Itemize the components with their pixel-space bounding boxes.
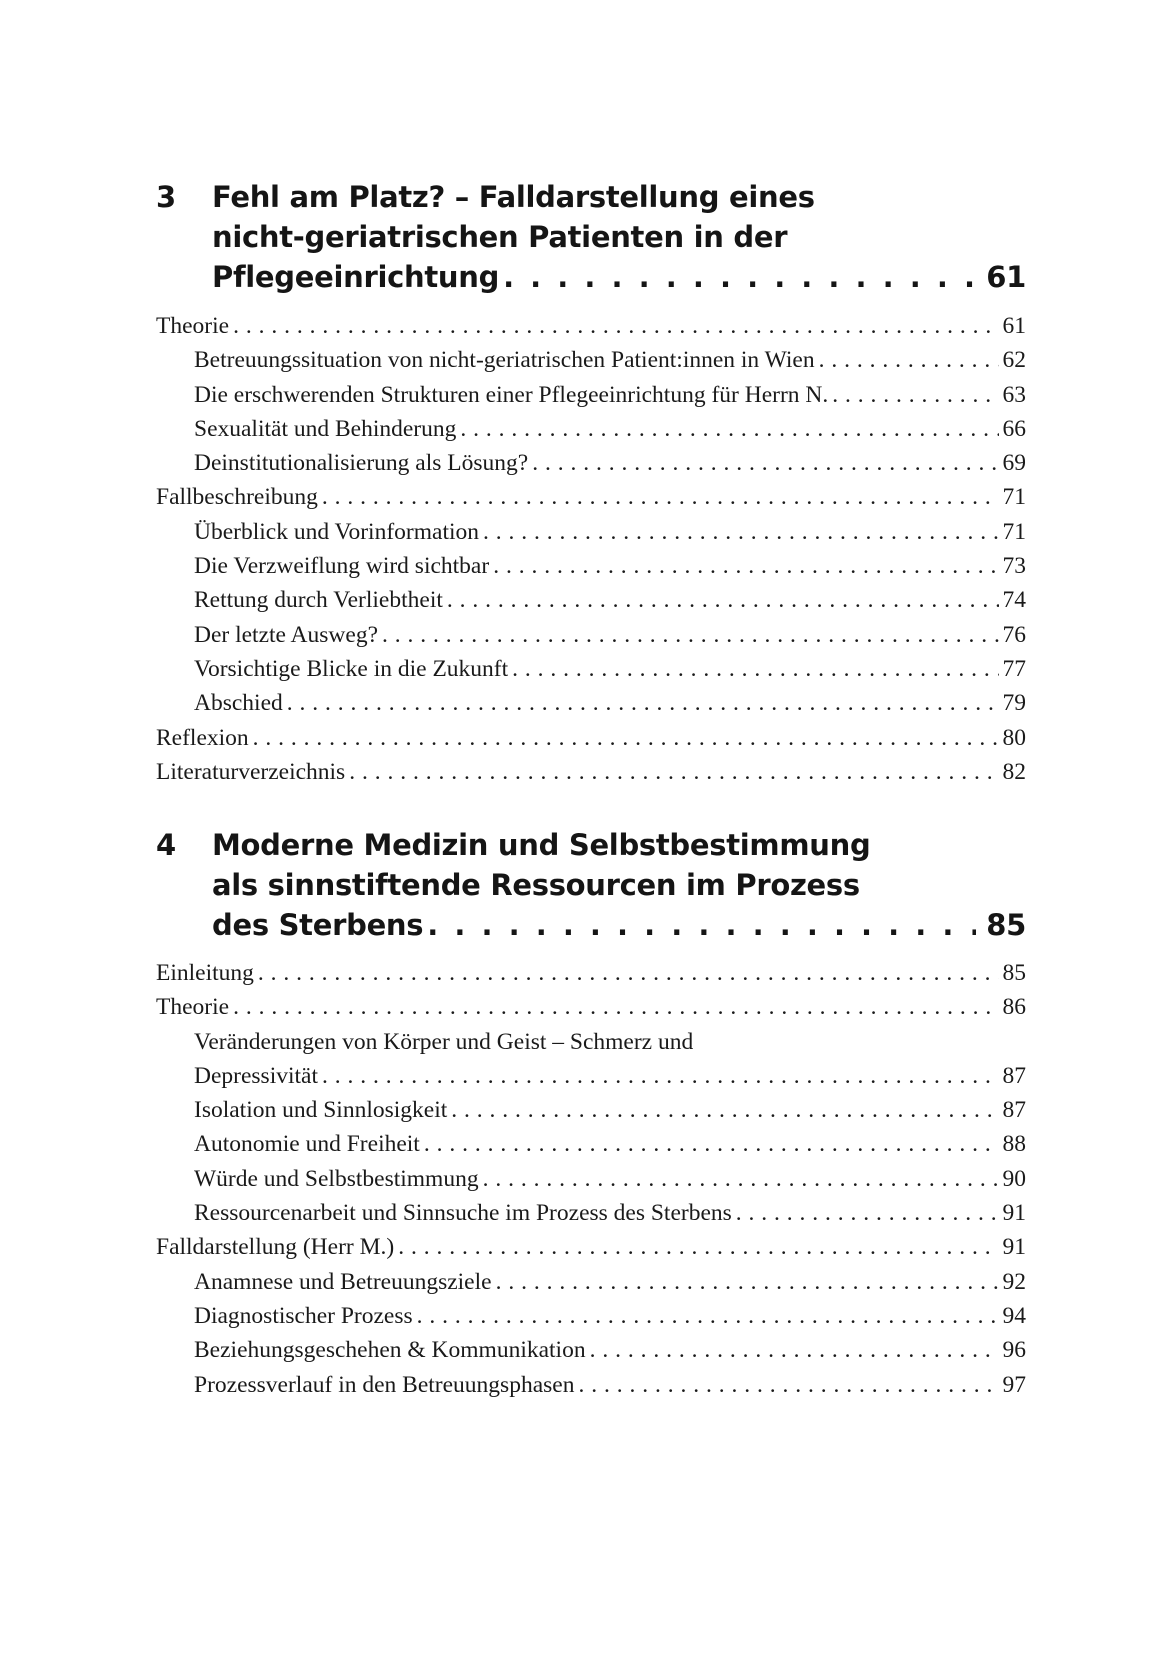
entry-page: 86: [1002, 994, 1026, 1021]
toc-entry[interactable]: [156, 990, 1026, 1024]
chapter-page-number: 61: [986, 260, 1026, 294]
entry-page: 91: [1002, 1234, 1026, 1261]
entry-page: 97: [1002, 1371, 1026, 1398]
entry-title: Die Verzweiflung wird sichtbar: [194, 553, 490, 580]
entry-title: Diagnostischer Prozess: [194, 1302, 413, 1329]
entry-page: 96: [1002, 1337, 1026, 1364]
toc-subentry[interactable]: [156, 1196, 1026, 1230]
chapter-title-line-1[interactable]: Fehl am Platz? – Falldarstellung eines: [212, 180, 815, 214]
toc-subentry[interactable]: [156, 515, 1026, 549]
toc-entry[interactable]: [156, 309, 1026, 343]
entry-title: Abschied: [194, 690, 283, 717]
chapter-title-line-2[interactable]: nicht-geriatrischen Patienten in der: [212, 220, 788, 254]
dot-leader: [417, 1299, 999, 1333]
entry-page: 71: [1002, 484, 1026, 511]
entry-title: Beziehungsgeschehen & Kommunikation: [194, 1337, 586, 1364]
chapter-title-line-1[interactable]: Moderne Medizin und Selbstbestimmung: [212, 828, 871, 862]
entry-page: 82: [1002, 758, 1026, 785]
dot-leader: [512, 652, 998, 686]
entry-page: 91: [1002, 1200, 1026, 1227]
entry-title: Prozessverlauf in den Betreuungsphasen: [194, 1371, 575, 1398]
entry-title: Ressourcenarbeit und Sinnsuche im Prozess des Sterbens: [194, 1200, 732, 1227]
entry-page: 79: [1002, 690, 1026, 717]
toc-subentry[interactable]: [156, 378, 1026, 412]
toc-subentry[interactable]: [156, 686, 1026, 720]
entry-title: Reflexion: [156, 724, 249, 751]
entry-page: 62: [1002, 347, 1026, 374]
entry-page: 69: [1002, 450, 1026, 477]
toc-entries: [156, 309, 1026, 789]
entry-title: Autonomie und Freiheit: [194, 1131, 420, 1158]
toc-subentry[interactable]: [156, 549, 1026, 583]
entry-title: Würde und Selbstbestimmung: [194, 1165, 479, 1192]
dot-leader: [819, 343, 999, 377]
chapter-4: [156, 828, 1026, 1402]
entry-title-continuation: Depressivität: [194, 1062, 318, 1089]
toc-entry[interactable]: [156, 480, 1026, 514]
entry-title: Theorie: [156, 994, 230, 1021]
chapter-title-line-3-row[interactable]: [212, 260, 1026, 294]
dot-leader: [447, 583, 999, 617]
dot-leader: [233, 309, 998, 343]
entry-title: Überblick und Vorinformation: [194, 518, 480, 545]
entry-title: Betreuungssituation von nicht-geriatrischen Patient:innen in Wien: [194, 347, 815, 374]
entry-page: 66: [1002, 415, 1026, 442]
entry-page: 71: [1002, 518, 1026, 545]
toc-entries: [156, 956, 1026, 1402]
dot-leader: [258, 956, 999, 990]
dot-leader: [398, 1230, 998, 1264]
entry-page: 90: [1002, 1165, 1026, 1192]
toc-subentry[interactable]: [156, 1093, 1026, 1127]
toc-subentry[interactable]: [156, 1333, 1026, 1367]
entry-page: 61: [1002, 313, 1026, 339]
toc-subentry[interactable]: [156, 1368, 1026, 1402]
entry-page: 92: [1002, 1268, 1026, 1295]
dot-leader: [382, 618, 998, 652]
chapter-number: 3: [156, 180, 176, 214]
toc-subentry[interactable]: [156, 343, 1026, 377]
dot-leader: [532, 446, 998, 480]
entry-page: 94: [1002, 1302, 1026, 1329]
dot-leader: [287, 686, 999, 720]
dot-leader: [503, 260, 976, 294]
dot-leader: [483, 1162, 999, 1196]
entry-title: Anamnese und Betreuungsziele: [194, 1268, 492, 1295]
entry-title: Rettung durch Verliebtheit: [194, 587, 443, 614]
entry-title: Veränderungen von Körper und Geist – Schmerz und: [194, 1028, 694, 1055]
entry-title: Einleitung: [156, 960, 254, 986]
dot-leader: [832, 378, 998, 412]
chapter-number: 4: [156, 828, 176, 862]
toc-subentry-continuation[interactable]: [156, 1059, 1026, 1093]
dot-leader: [253, 721, 999, 755]
toc-entry[interactable]: [156, 956, 1026, 990]
dot-leader: [590, 1333, 999, 1367]
entry-page: 76: [1002, 621, 1026, 648]
dot-leader: [578, 1368, 998, 1402]
toc-entry[interactable]: [156, 755, 1026, 789]
dot-leader: [349, 755, 998, 789]
dot-leader: [427, 908, 976, 942]
toc-entry[interactable]: [156, 721, 1026, 755]
dot-leader: [496, 1265, 999, 1299]
chapter-title-line-3: des Sterbens: [212, 908, 424, 942]
entry-page: 63: [1002, 381, 1026, 408]
chapter-page-number: 85: [986, 908, 1026, 942]
entry-page: 87: [1002, 1097, 1026, 1124]
toc-subentry[interactable]: [156, 446, 1026, 480]
chapter-title-line-3: Pflegeeinrichtung: [212, 260, 500, 294]
entry-page: 85: [1002, 960, 1026, 986]
toc-subentry[interactable]: [156, 1127, 1026, 1161]
toc-subentry-first-line[interactable]: [156, 1025, 1026, 1059]
entry-page: 88: [1002, 1131, 1026, 1158]
entry-title: Falldarstellung (Herr M.): [156, 1234, 395, 1261]
dot-leader: [493, 549, 998, 583]
entry-title: Isolation und Sinnlosigkeit: [194, 1097, 448, 1124]
entry-page: 87: [1002, 1062, 1026, 1089]
entry-title: Fallbeschreibung: [156, 484, 318, 511]
toc-subentry[interactable]: [156, 618, 1026, 652]
toc-subentry[interactable]: [156, 583, 1026, 617]
entry-page: 80: [1002, 724, 1026, 751]
chapter-heading: [156, 828, 1026, 952]
toc-subentry[interactable]: [156, 1299, 1026, 1333]
dot-leader: [483, 515, 998, 549]
toc-subentry[interactable]: [156, 652, 1026, 686]
dot-leader: [460, 412, 998, 446]
entry-title: Sexualität und Behinderung: [194, 415, 457, 442]
entry-title: Deinstitutionalisierung als Lösung?: [194, 450, 529, 477]
entry-title: Vorsichtige Blicke in die Zukunft: [194, 655, 509, 682]
dot-leader: [451, 1093, 998, 1127]
toc-subentry[interactable]: [156, 1162, 1026, 1196]
entry-page: 77: [1002, 655, 1026, 682]
entry-title: Die erschwerenden Strukturen einer Pflegeeinrichtung für Herrn N.: [194, 381, 829, 408]
dot-leader: [322, 480, 999, 514]
entry-page: 74: [1002, 587, 1026, 614]
chapter-title-line-3-row[interactable]: [212, 908, 1026, 942]
dot-leader: [233, 990, 998, 1024]
toc-subentry[interactable]: [156, 1265, 1026, 1299]
chapter-3: [156, 180, 1026, 789]
dot-leader: [322, 1059, 999, 1093]
dot-leader: [736, 1196, 999, 1230]
chapter-title-line-2[interactable]: als sinnstiftende Ressourcen im Prozess: [212, 868, 860, 902]
entry-title: Theorie: [156, 313, 230, 339]
dot-leader: [424, 1127, 999, 1161]
chapter-heading: [156, 180, 1026, 304]
toc-entry[interactable]: [156, 1230, 1026, 1264]
entry-title: Der letzte Ausweg?: [194, 621, 379, 648]
entry-title: Literaturverzeichnis: [156, 758, 346, 785]
entry-page: 73: [1002, 553, 1026, 580]
toc-subentry[interactable]: [156, 412, 1026, 446]
